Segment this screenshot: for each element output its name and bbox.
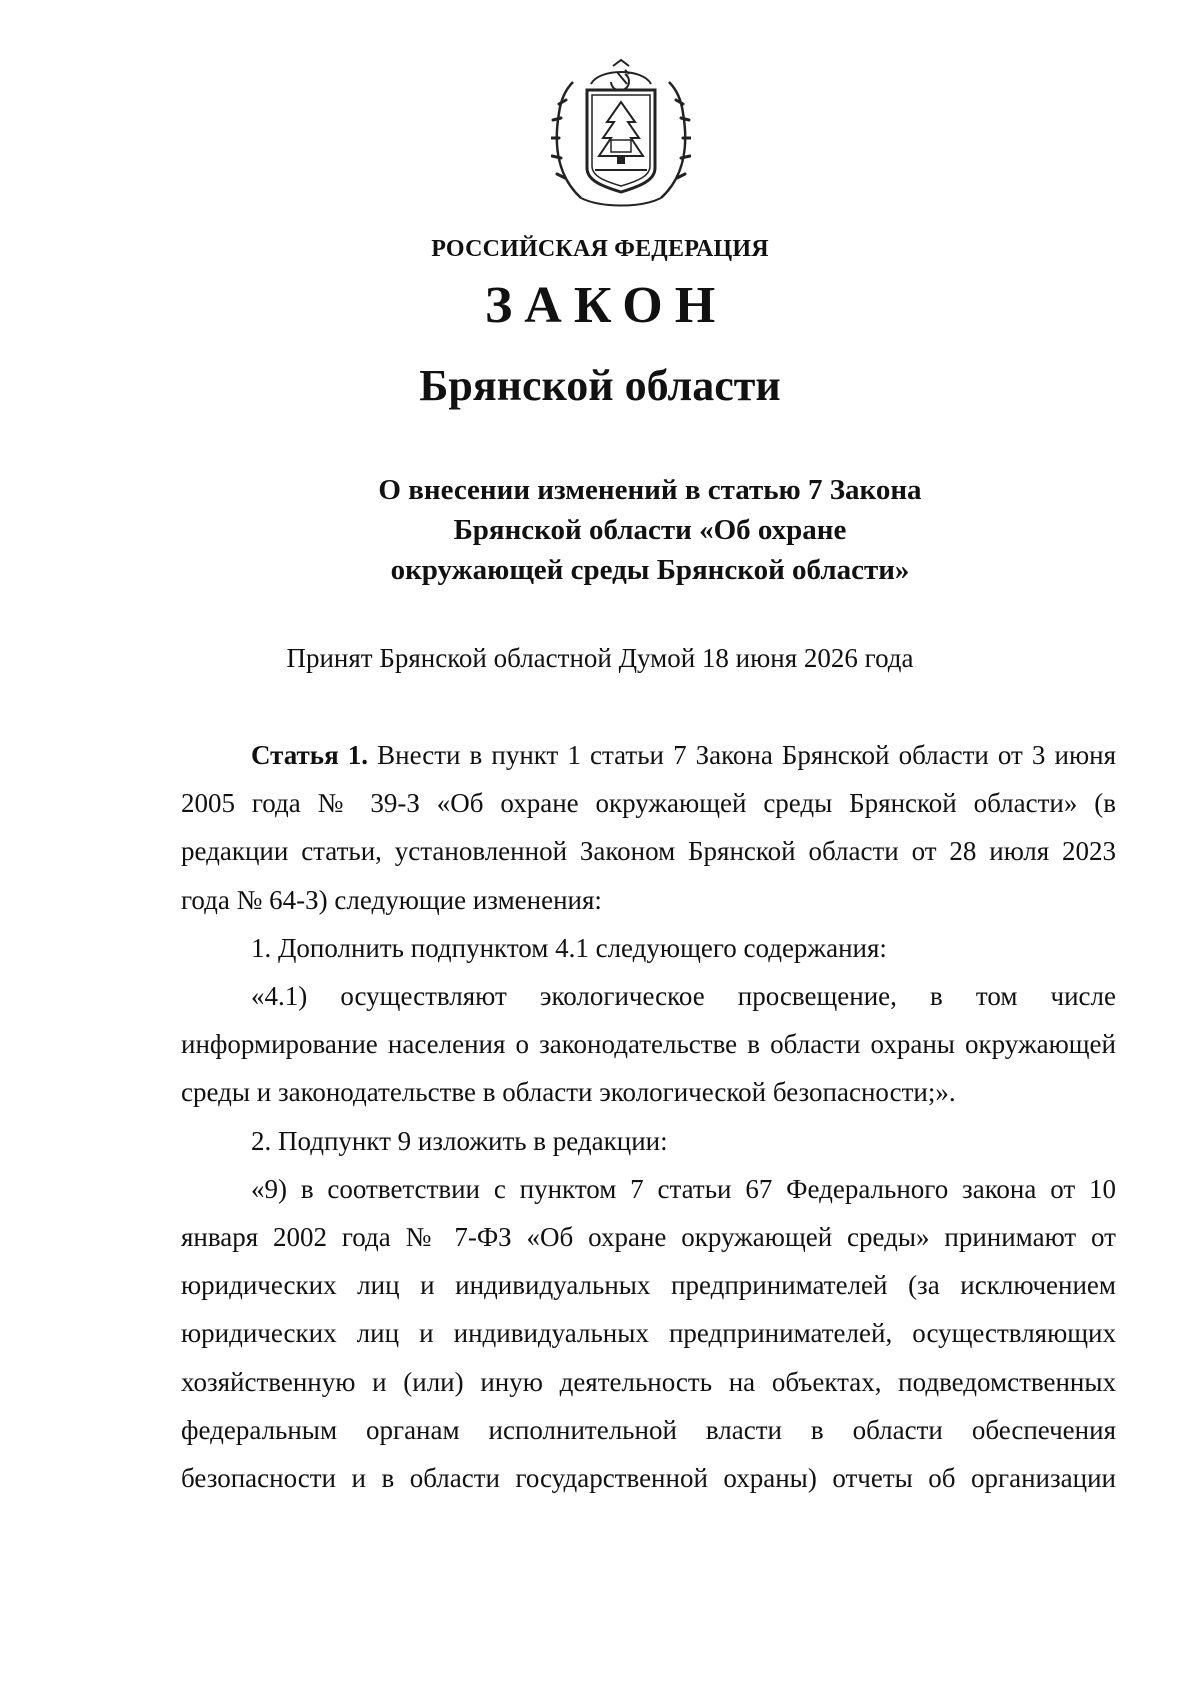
document-type-heading: ЗАКОН [484, 277, 728, 334]
adoption-note: Принят Брянской областной Думой 18 июня 2026 года [286, 643, 914, 673]
law-title [270, 470, 1030, 590]
country-heading: РОССИЙСКАЯ ФЕДЕРАЦИЯ [431, 236, 769, 262]
region-heading: Брянской области [419, 361, 781, 410]
article-1-paragraph [181, 731, 1116, 924]
law-title-line: окружающей среды Брянской области» [390, 554, 910, 586]
item-1-text: «4.1) осуществляют экологическое просвещение, в том числе информирование населения о законодательстве в области охраны окружающей среды и законодательстве в области экологической безопасности;». [181, 981, 1116, 1108]
item-2-text: «9) в соответствии с пунктом 7 статьи 67 Федерального закона от 10 января 2002 года № 7-ФЗ «Об охране окружающей среды» принимают от юридических лиц и индивидуальных предпринимателей (за исключением юридических лиц и индивидуальных предпринимателей, осуществляющих хозяйственную и (или) иную деятельность на объектах, подведомственных федеральным органам исполнительной власти в области обеспечения безопасности и в области государственной охраны) отчеты об организации [181, 1173, 1116, 1494]
item-1-intro: 1. Дополнить подпунктом 4.1 следующего содержания: [251, 932, 887, 963]
law-title-line: Брянской области «Об охране [453, 514, 847, 546]
law-body [181, 731, 1116, 1502]
item-2-intro: 2. Подпункт 9 изложить в редакции: [251, 1125, 668, 1156]
article-1-text: Внести в пункт 1 статьи 7 Закона Брянской области от 3 июня 2005 года № 39-З «Об охране окружающей среды Брянской области» (в редакции статьи, установленной Законом Брянской области от 28 июля 2023 года № 64-З) следующие изменения: [181, 740, 1117, 915]
coat-of-arms-icon [551, 58, 691, 208]
law-title-line: О внесении изменений в статью 7 Закона [378, 474, 922, 506]
article-1-label: Статья 1. [251, 740, 369, 770]
